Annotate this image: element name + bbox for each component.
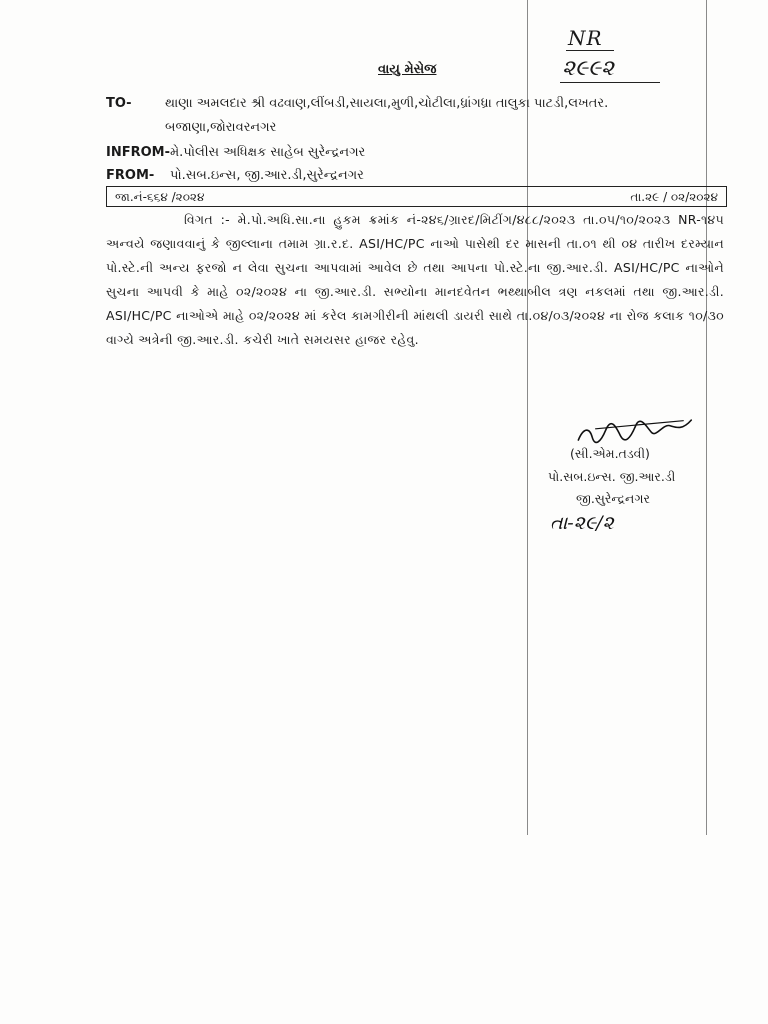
signatory-designation: પો.સબ.ઇન્સ. જી.આર.ડી bbox=[548, 469, 676, 484]
reference-code-underline bbox=[566, 50, 614, 51]
message-body: વિગત :- મે.પો.અધિ.સા.ના હુકમ ક્રમાંક નં-૨૪૬/ગ્રારદ/મિટીંગ/૪૮૮/૨૦૨૩ તા.૦૫/૧૦/૨૦૨૩ NR-૧૪૫ અન્વયે જણાવવાનું કે જીલ્લાના તમામ ગ્રા.ર.દ. ASI/HC/PC નાઓ પાસેથી દર માસની તા.૦૧ થી ૦૪ તારીખ દરમ્યાન પો.સ્ટે.ની અન્ય ફરજો ન લેવા સુચના આપવામાં આવેલ છે તથા આપના પો.સ્ટે.ના જી.આર.ડી. ASI/HC/PC નાઓને સુચના આપવી કે માહે ૦૨/૨૦૨૪ ના જી.આર.ડી. સભ્યોના માનદવેતન ભથ્થાબીલ ત્રણ નકલમાં તથા જી.આર.ડી. ASI/HC/PC નાઓએ માહે ૦૨/૨૦૨૪ માં કરેલ કામગીરીની માંથલી ડાયરી સાથે તા.૦૪/૦૩/૨૦૨૪ ના રોજ કલાક ૧૦/૩૦ વાગ્યે અત્રેની જી.આર.ડી. કચેરી ખાતે સમયસર હાજર રહેવુ. bbox=[106, 212, 724, 347]
handwritten-signature bbox=[575, 416, 697, 450]
inform-label: INFROM- bbox=[106, 145, 170, 160]
from-label: FROM- bbox=[106, 168, 155, 183]
document-heading: વાયુ મેસેજ bbox=[378, 62, 437, 77]
fold-line bbox=[706, 0, 707, 835]
fold-line bbox=[527, 0, 528, 835]
from-text: પો.સબ.ઇન્સ, જી.આર.ડી,સુરેન્દ્રનગર bbox=[170, 168, 364, 183]
to-line-2: બજાણા,જોરાવરનગર bbox=[165, 120, 277, 135]
signatory-office: જી.સુરેન્દ્રનગર bbox=[576, 491, 650, 506]
handwritten-date: તા-૨૯/૨ bbox=[550, 512, 614, 534]
reference-code: NR bbox=[568, 26, 603, 50]
inform-text: મે.પોલીસ અધિક્ષક સાહેબ સુરેન્દ્રનગર bbox=[170, 145, 366, 160]
reference-number: ૨૯૯૨ bbox=[562, 56, 614, 81]
letter-date: તા.૨૯ / ૦૨/૨૦૨૪ bbox=[630, 190, 718, 204]
reference-date-box bbox=[106, 186, 727, 207]
signatory-name: (સી.એમ.તડવી) bbox=[570, 446, 650, 461]
reference-number-underline bbox=[560, 82, 660, 83]
to-line-1: થાણા અમલદાર શ્રી વઢવાણ,લીંબડી,સાયલા,મુળી,ચોટીલા,ધ્રાંગધ્રા તાલુકા પાટડી,લખતર. bbox=[165, 96, 609, 111]
to-label: TO- bbox=[106, 96, 132, 111]
outward-number: જા.નં-૬૬૪ /૨૦૨૪ bbox=[115, 190, 205, 204]
signature-scribble bbox=[575, 416, 696, 446]
